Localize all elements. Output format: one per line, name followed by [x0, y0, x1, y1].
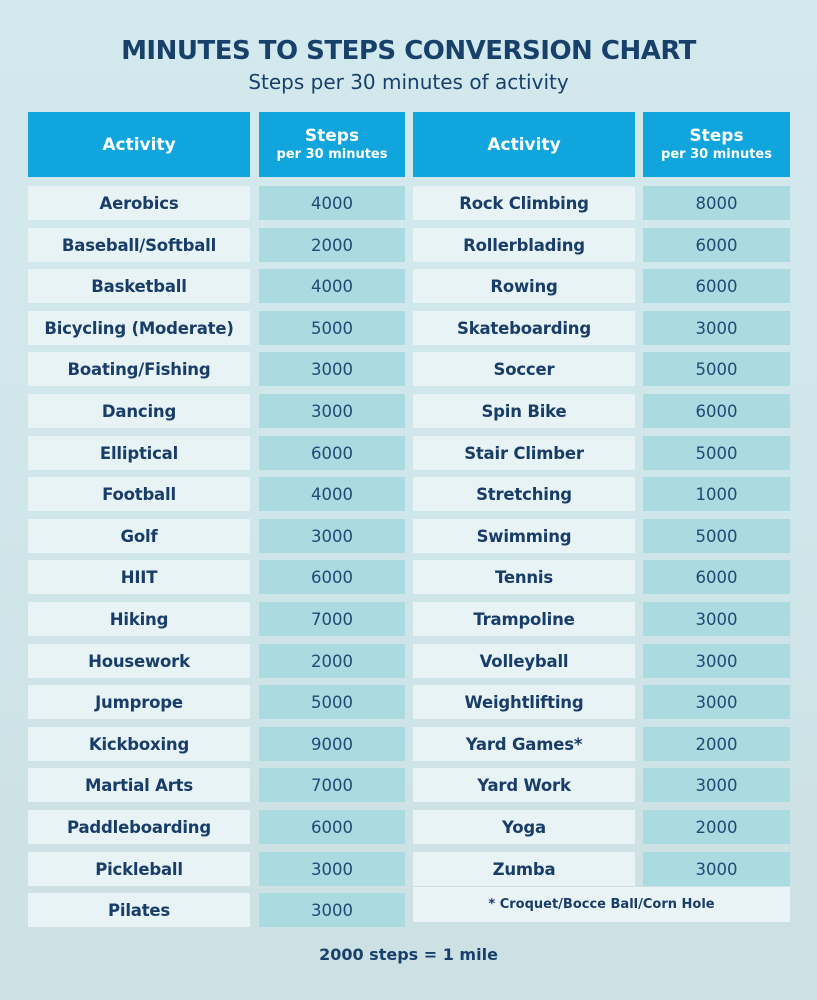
footer-conversion-note: 2000 steps = 1 mile — [319, 945, 498, 964]
steps-cell: 3000 — [643, 685, 790, 719]
steps-cell: 5000 — [643, 436, 790, 470]
header-steps-sublabel: per 30 minutes — [661, 146, 772, 162]
activity-cell: Pilates — [28, 893, 250, 927]
activity-cell: Swimming — [413, 519, 635, 553]
header-steps-label: Steps — [689, 125, 744, 146]
steps-cell: 3000 — [643, 602, 790, 636]
steps-cell: 3000 — [643, 768, 790, 802]
header-activity-left — [28, 112, 250, 177]
header-activity-label: Activity — [487, 134, 561, 155]
steps-cell: 6000 — [259, 810, 405, 844]
activity-cell: Football — [28, 477, 250, 511]
steps-cell: 6000 — [643, 394, 790, 428]
activity-cell: Yard Work — [413, 768, 635, 802]
activity-cell: Hiking — [28, 602, 250, 636]
steps-cell: 3000 — [259, 352, 405, 386]
activity-cell: Dancing — [28, 394, 250, 428]
steps-cell: 6000 — [259, 436, 405, 470]
activity-cell: Pickleball — [28, 852, 250, 886]
activity-cell: Baseball/Softball — [28, 228, 250, 262]
steps-cell: 5000 — [643, 352, 790, 386]
page-title: MINUTES TO STEPS CONVERSION CHART — [121, 36, 696, 66]
activity-cell: Rollerblading — [413, 228, 635, 262]
activity-cell: Kickboxing — [28, 727, 250, 761]
activity-cell: Stair Climber — [413, 436, 635, 470]
activity-cell: HIIT — [28, 560, 250, 594]
steps-cell: 6000 — [643, 228, 790, 262]
steps-cell: 2000 — [643, 727, 790, 761]
activity-cell: Housework — [28, 644, 250, 678]
steps-cell: 9000 — [259, 727, 405, 761]
steps-cell: 8000 — [643, 186, 790, 220]
activity-cell: Skateboarding — [413, 311, 635, 345]
activity-cell: Yoga — [413, 810, 635, 844]
activity-cell: Jumprope — [28, 685, 250, 719]
steps-cell: 7000 — [259, 602, 405, 636]
steps-cell: 2000 — [259, 644, 405, 678]
activity-cell: Spin Bike — [413, 394, 635, 428]
activity-cell: Weightlifting — [413, 685, 635, 719]
activity-cell: Soccer — [413, 352, 635, 386]
activity-cell: Volleyball — [413, 644, 635, 678]
header-steps-sublabel: per 30 minutes — [276, 146, 388, 162]
steps-cell: 3000 — [643, 311, 790, 345]
steps-cell: 4000 — [259, 186, 405, 220]
steps-cell: 2000 — [643, 810, 790, 844]
activity-cell: Paddleboarding — [28, 810, 250, 844]
steps-cell: 4000 — [259, 269, 405, 303]
steps-cell: 2000 — [259, 228, 405, 262]
header-steps-label: Steps — [304, 125, 360, 146]
footnote: * Croquet/Bocce Ball/Corn Hole — [413, 887, 790, 922]
steps-cell: 4000 — [259, 477, 405, 511]
page-subtitle: Steps per 30 minutes of activity — [248, 70, 569, 94]
header-activity-right — [413, 112, 635, 177]
activity-cell: Boating/Fishing — [28, 352, 250, 386]
activity-cell: Aerobics — [28, 186, 250, 220]
steps-cell: 6000 — [643, 269, 790, 303]
steps-cell: 3000 — [259, 893, 405, 927]
activity-cell: Zumba — [413, 852, 635, 886]
steps-cell: 6000 — [643, 560, 790, 594]
steps-cell: 3000 — [259, 519, 405, 553]
activity-cell: Martial Arts — [28, 768, 250, 802]
activity-cell: Rowing — [413, 269, 635, 303]
steps-cell: 7000 — [259, 768, 405, 802]
activity-cell: Rock Climbing — [413, 186, 635, 220]
activity-cell: Trampoline — [413, 602, 635, 636]
activity-cell: Tennis — [413, 560, 635, 594]
header-steps-left — [259, 112, 405, 177]
steps-cell: 1000 — [643, 477, 790, 511]
steps-cell: 3000 — [643, 852, 790, 886]
activity-cell: Stretching — [413, 477, 635, 511]
activity-cell: Basketball — [28, 269, 250, 303]
activity-cell: Yard Games* — [413, 727, 635, 761]
activity-cell: Elliptical — [28, 436, 250, 470]
steps-cell: 5000 — [259, 311, 405, 345]
header-steps-right — [643, 112, 790, 177]
steps-cell: 5000 — [259, 685, 405, 719]
steps-cell: 3000 — [259, 394, 405, 428]
header-activity-label: Activity — [102, 134, 176, 155]
steps-cell: 3000 — [643, 644, 790, 678]
steps-cell: 5000 — [643, 519, 790, 553]
activity-cell: Golf — [28, 519, 250, 553]
steps-cell: 6000 — [259, 560, 405, 594]
activity-cell: Bicycling (Moderate) — [28, 311, 250, 345]
steps-cell: 3000 — [259, 852, 405, 886]
